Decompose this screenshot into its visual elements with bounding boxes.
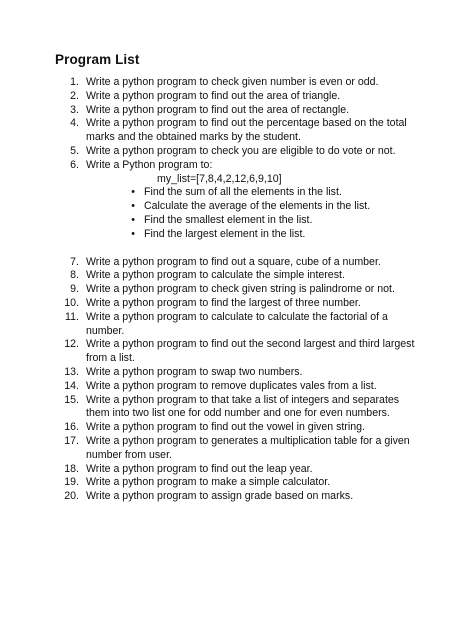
- list-item-text: Write a python program to check given number is even or odd.: [86, 76, 379, 88]
- list-item: [0, 476, 474, 490]
- program-list: [0, 76, 474, 504]
- bullet-text: Find the sum of all the elements in the list.: [144, 186, 342, 199]
- list-item-number: 18.: [64, 462, 79, 475]
- list-item-number: 5.: [70, 144, 79, 157]
- bullet-icon: •: [131, 200, 135, 213]
- list-item-number: 17.: [64, 434, 79, 447]
- list-item-text: Write a python program to assign grade based on marks.: [86, 490, 354, 503]
- list-item: [0, 104, 474, 118]
- list-item-text: Write a python program to find out the second largest and third largest from a list.: [86, 338, 415, 365]
- bullet-item: [0, 186, 474, 200]
- list-item-text: Write a python program to calculate to calculate the factorial of a number.: [86, 310, 388, 337]
- list-item: [0, 394, 474, 422]
- list-item-text: Write a python program to check you are eligible to do vote or not.: [86, 144, 396, 157]
- list-item-number: 14.: [64, 379, 79, 392]
- list-item-text: Write a python program to find out a square, cube of a number.: [86, 255, 381, 268]
- list-item: [0, 490, 474, 504]
- list-item-number: 1.: [70, 76, 79, 88]
- list-item-number: 8.: [70, 269, 79, 282]
- bullet-item: [0, 200, 474, 214]
- list-item-text: Write a python program to find the largest of three number.: [86, 296, 361, 309]
- bullet-text: Find the smallest element in the list.: [144, 213, 313, 226]
- list-item: [0, 117, 474, 145]
- list-gap: [0, 242, 474, 256]
- list-item: [0, 435, 474, 463]
- bullet-item: [0, 214, 474, 228]
- list-item: [0, 159, 474, 173]
- bullet-icon: •: [131, 213, 135, 226]
- list-item: [0, 338, 474, 366]
- bullet-text: Calculate the average of the elements in the list.: [144, 200, 371, 213]
- list-item: [0, 283, 474, 297]
- list-item-number: 6.: [70, 158, 79, 171]
- list-item-text: Write a python program to generates a multiplication table for a given number from user.: [86, 434, 410, 461]
- list-item-text: Write a python program to calculate the simple interest.: [86, 269, 345, 282]
- bullet-text: Find the largest element in the list.: [144, 227, 306, 240]
- list-item-number: 20.: [64, 490, 79, 503]
- list-item-text: Write a python program to find out the area of triangle.: [86, 89, 341, 102]
- list-item: [0, 463, 474, 477]
- code-line: my_list=[7,8,4,2,12,6,9,10]: [157, 172, 282, 185]
- list-item-number: 2.: [70, 89, 79, 102]
- page-title: Program List: [55, 52, 140, 67]
- program-list-part-2: [0, 256, 474, 504]
- list-item-text: Write a python program to check given string is palindrome or not.: [86, 283, 395, 296]
- list-item: [0, 269, 474, 283]
- list-item-number: 13.: [64, 365, 79, 378]
- list-item-number: 19.: [64, 476, 79, 489]
- list-item-text: Write a python program to find out the vowel in given string.: [86, 421, 365, 434]
- list-item-text: Write a python program to swap two numbers.: [86, 365, 303, 378]
- list-item: [0, 256, 474, 270]
- list-item: [0, 145, 474, 159]
- list-item-text: Write a python program to find out the area of rectangle.: [86, 103, 350, 116]
- list-item-text: Write a python program to make a simple calculator.: [86, 476, 331, 489]
- program-list-part-1: [0, 76, 474, 173]
- list-item-number: 7.: [70, 255, 79, 268]
- list-item: [0, 421, 474, 435]
- list-item-number: 3.: [70, 103, 79, 116]
- list-item-text: Write a python program to remove duplicates vales from a list.: [86, 379, 377, 392]
- list-item: [0, 366, 474, 380]
- list-item-number: 9.: [70, 283, 79, 296]
- list-item-text: Write a Python program to:: [86, 158, 213, 171]
- list-item-text: Write a python program to that take a list of integers and separates them into two list one for odd number and one for even numbers.: [86, 393, 400, 420]
- list-item-number: 16.: [64, 421, 79, 434]
- list-item-number: 10.: [64, 296, 79, 309]
- list-item-text: Write a python program to find out the percentage based on the total marks and the obtained marks by the student.: [86, 117, 407, 144]
- list-item-number: 4.: [70, 117, 79, 130]
- list-item-number: 12.: [64, 338, 79, 351]
- list-item: [0, 76, 474, 90]
- list-item-text: Write a python program to find out the leap year.: [86, 462, 313, 475]
- bullet-item: [0, 228, 474, 242]
- bullet-icon: •: [131, 227, 135, 240]
- list-item: [0, 297, 474, 311]
- list-item: [0, 90, 474, 104]
- bullet-icon: •: [131, 186, 135, 199]
- list-item: [0, 380, 474, 394]
- list-item-number: 15.: [64, 393, 79, 406]
- list-item: [0, 311, 474, 339]
- bullet-list: [0, 186, 474, 241]
- list-item-number: 11.: [65, 310, 79, 323]
